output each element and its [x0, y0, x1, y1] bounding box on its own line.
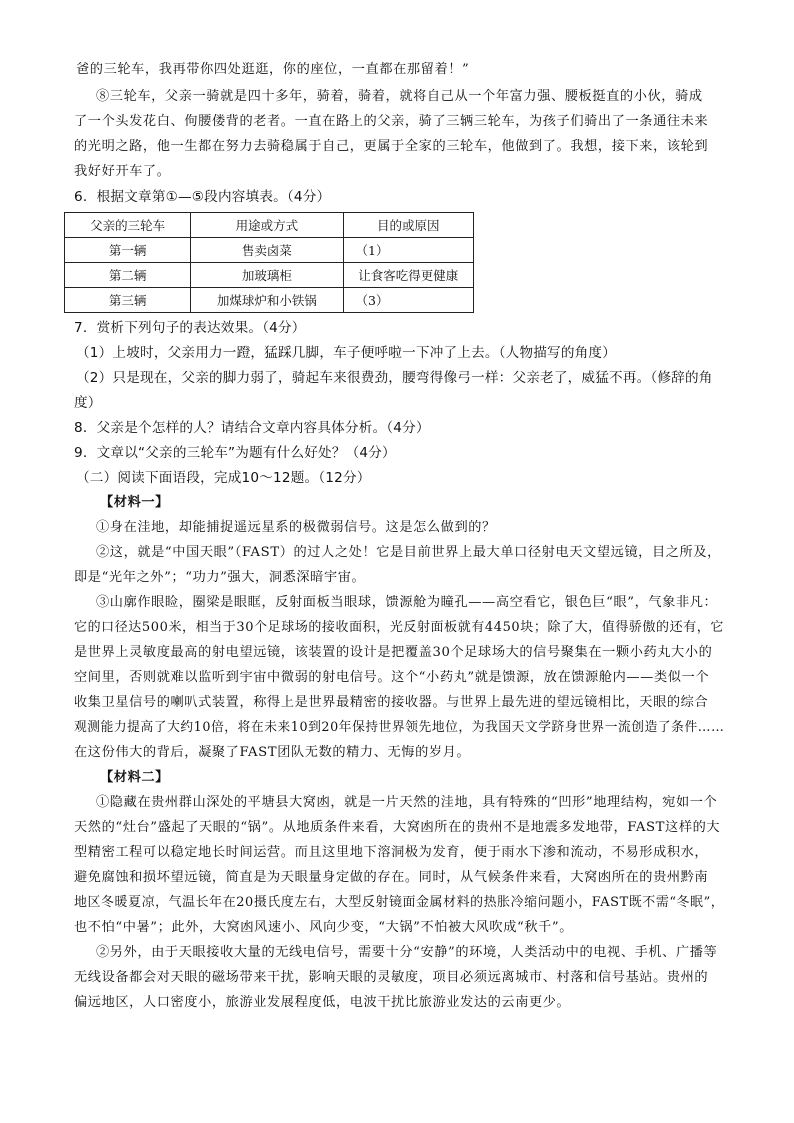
- table-header-row: [65, 213, 474, 238]
- question-6: 6．根据文章第①—⑤段内容填表。（4分）: [74, 189, 331, 205]
- material-2-p1-line: ①隐藏在贵州群山深处的平塘县大窝凼，就是一片天然的洼地，具有特殊的“凹形”地理结构，宛如一个: [96, 795, 718, 810]
- table-cell: 加玻璃柜: [191, 263, 343, 288]
- material-1-p3-line: 在这份伟大的背后，凝聚了FAST团队无数的精力、无悔的岁月。: [74, 745, 471, 760]
- answer-table: [64, 212, 474, 313]
- table-cell-blank[interactable]: （3）: [343, 288, 474, 313]
- question-7: 7．赏析下列句子的表达效果。（4分）: [74, 320, 306, 336]
- material-2-p2-line: ②另外，由于天眼接收大量的无线电信号，需要十分“安静”的环境，人类活动中的电视、手机、广播等: [96, 945, 718, 960]
- table-header: 目的或原因: [343, 213, 474, 238]
- table-cell: 让食客吃得更健康: [343, 263, 474, 288]
- material-1-p3-line: 是世界上灵敏度最高的射电望远镜，该装置的设计是把覆盖30个足球场大的信号聚集在一颗小药丸大小的: [74, 645, 713, 660]
- table-header: 父亲的三轮车: [65, 213, 191, 238]
- question-8: 8．父亲是个怎样的人？请结合文章内容具体分析。（4分）: [74, 420, 430, 436]
- material-2-p1-line: 地区冬暖夏凉，气温长年在20摄氏度左右，大型反射镜面金属材料的热胀冷缩问题小，FAST既不需“冬眠”，: [74, 895, 725, 910]
- paragraph-8-line: 我好好开车了。: [74, 164, 171, 179]
- material-1-p1: ①身在洼地，却能捕捉遥远星系的极微弱信号。这是怎么做到的？: [96, 520, 496, 535]
- paragraph-8-line: ⑧三轮车，父亲一骑就是四十多年，骑着，骑着，就将自己从一个年富力强、腰板挺直的小伙，骑成: [96, 89, 703, 104]
- material-1-title: 【材料一】: [100, 495, 169, 510]
- material-1-p3-line: 空间里，否则就难以监听到宇宙中微弱的射电信号。这个“小药丸”就是馈源，放在馈源舱内——类似一个: [74, 670, 710, 685]
- table-row: [65, 288, 474, 313]
- material-2-p1-line: 天然的“灶台”盛起了天眼的“锅”。从地质条件来看，大窝凼所在的贵州不是地震多发地带，FAST这样的大: [74, 820, 721, 835]
- table-cell: 第一辆: [65, 238, 191, 263]
- table-cell: 售卖卤菜: [191, 238, 343, 263]
- material-1-p3-line: 它的口径达500米，相当于30个足球场的接收面积，光反射面板就有4450块；除了大，值得骄傲的还有，它: [74, 620, 724, 635]
- material-1-p3-line: ③山廓作眼睑，圈梁是眼眶，反射面板当眼球，馈源舱为瞳孔——高空看它，银色巨“眼”，气象非凡：: [96, 595, 718, 610]
- table-header: 用途或方式: [191, 213, 343, 238]
- table-cell: 第三辆: [65, 288, 191, 313]
- table-row: [65, 263, 474, 288]
- table-cell: 第二辆: [65, 263, 191, 288]
- question-7-sentence-2-cont: 度）: [74, 395, 102, 411]
- material-2-p2-line: 无线设备都会对天眼的磁场带来干扰，影响天眼的灵敏度，项目必须远离城市、村落和信号基站。贵州的: [74, 970, 709, 985]
- paragraph-8-line: 的光明之路，他一生都在努力去骑稳属于自己，更属于全家的三轮车，他做到了。我想，接下来，该轮到: [74, 139, 709, 154]
- story-line: 爸的三轮车，我再带你四处逛逛，你的座位，一直都在那留着！”: [76, 62, 470, 77]
- material-1-p2-line: ②这，就是“中国天眼”（FAST）的过人之处！它是目前世界上最大单口径射电天文望远镜，目之所及，: [96, 545, 721, 560]
- table-row: [65, 238, 474, 263]
- material-2-title: 【材料二】: [100, 770, 169, 785]
- table-cell: 加煤球炉和小铁锅: [191, 288, 343, 313]
- material-1-p3-line: 收集卫星信号的喇叭式装置，称得上是世界最精密的接收器。与世界上最先进的望远镜相比，天眼的综合: [74, 695, 709, 710]
- section-2-heading: （二）阅读下面语段，完成10～12题。（12分）: [76, 470, 371, 486]
- material-1-p2-line: 即是“光年之外”；“功力”强大，洞悉深暗宇宙。: [74, 570, 366, 585]
- material-2-p1-line: 型精密工程可以稳定地长时间运营。而且这里地下溶洞极为发育，便于雨水下渗和流动，不易形成积水，: [74, 845, 709, 860]
- question-7-sentence-2: （2）只是现在，父亲的脚力弱了，骑起车来很费劲，腰弯得像弓一样：父亲老了，威猛不再。（修辞的角: [76, 370, 713, 386]
- table-cell-blank[interactable]: （1）: [343, 238, 474, 263]
- material-1-p3-line: 观测能力提高了大约10倍，将在未来10到20年保持世界领先地位，为我国天文学跻身世界一流创造了条件……: [74, 720, 725, 735]
- material-2-p2-line: 偏远地区，人口密度小，旅游业发展程度低，电波干扰比旅游业发达的云南更少。: [74, 995, 571, 1010]
- material-2-p1-line: 避免腐蚀和损坏望远镜，简直是为天眼量身定做的存在。同时，从气候条件来看，大窝凼所在的贵州黔南: [74, 870, 709, 885]
- material-2-p1-line: 也不怕“中暑”；此外，大窝凼风速小、风向少变，“大锅”不怕被大风吹成“秋千”。: [74, 920, 574, 935]
- question-9: 9．文章以“父亲的三轮车”为题有什么好处？（4分）: [74, 445, 396, 461]
- question-7-sentence-1: （1）上坡时，父亲用力一蹬，猛踩几脚，车子便呼啦一下冲了上去。（人物描写的角度）: [76, 345, 617, 361]
- paragraph-8-line: 了一个头发花白、佝腰偻背的老者。一直在路上的父亲，骑了三辆三轮车，为孩子们骑出了一条通往未来: [74, 114, 709, 129]
